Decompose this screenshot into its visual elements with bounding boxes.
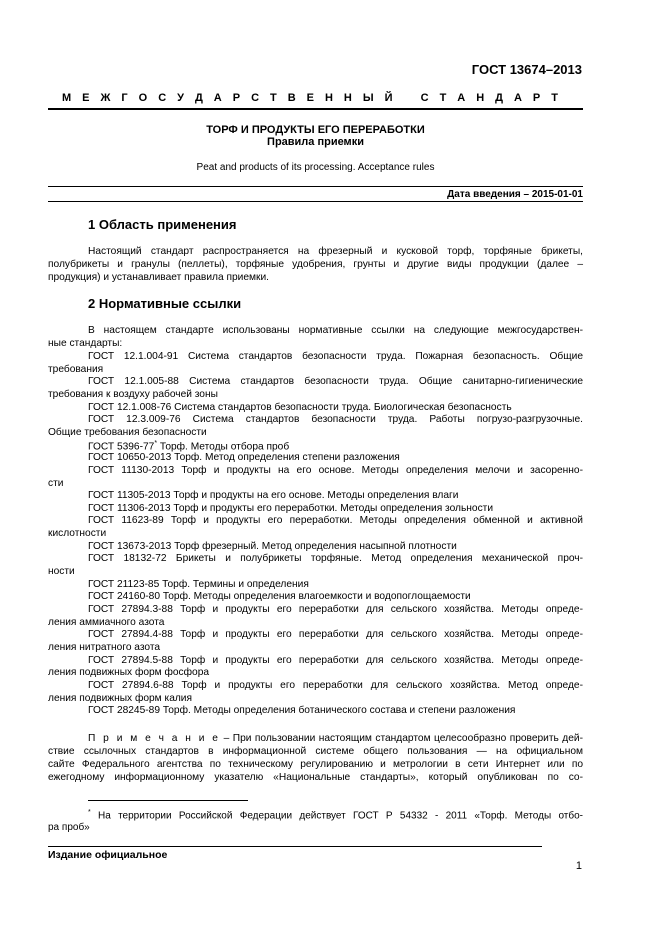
reference-item-continuation: ления подвижных форм фосфора [48,667,210,679]
footnote-mark: * [88,809,91,816]
banner-letter: О [138,92,148,104]
reference-item: ГОСТ 11130-2013 Торф и продукты на его основе. Методы определения мелочи и засоренно- [88,464,583,476]
banner-letter: Д [495,92,503,104]
reference-item: ГОСТ 11623-89 Торф и продукты его переработки. Методы определения обменной и активной [88,515,583,527]
note-first-text: – При пользовании настоящим стандартом целесообразно проверить дей- [220,733,583,744]
note-label: П р и м е ч а н и е [88,733,221,744]
banner-letter: Н [324,92,333,104]
header-rule [48,108,583,110]
footnote-rule [88,800,248,801]
note-line-3: сайте Федерального агентства по техническому регулированию и метрологии в сети Интернет или по [48,759,583,770]
reference-item-continuation: ления нитратного азота [48,641,161,653]
banner-letter: В [287,92,296,104]
banner-letter: С [251,92,260,104]
section-1-line-2: полубрикеты и гранулы (пеллеты), торфяные удобрения, грунты и другие виды продукции (далее – [48,259,583,270]
reference-item: ГОСТ 12.1.008-76 Система стандартов безопасности труда. Биологическая безопасность [88,401,512,413]
footnote-text: На территории Российской Федерации действует ГОСТ Р 54332 - 2011 «Торф. Методы отбо- [90,810,583,822]
banner-letter: А [513,92,522,104]
banner-letter: У [177,92,184,104]
note-line-1 [88,733,583,744]
banner-letter: Р [532,92,541,104]
footer-rule [48,846,542,847]
reference-item: ГОСТ 18132-72 Брикеты и полубрикеты торфяные. Метод определения механической проч- [88,553,583,565]
banner-letter: Т [439,92,447,104]
reference-item: ГОСТ 27894.4-88 Торф и продукты его переработки для сельского хозяйства. Методы опреде- [88,629,583,641]
reference-item-continuation: требования [48,363,104,375]
banner-letter: С [158,92,167,104]
reference-item: ГОСТ 28245-89 Торф. Методы определения ботанического состава и степени разложения [88,705,516,717]
banner-letter: Г [121,92,128,104]
section-2-intro-2: ные стандарты: [48,338,123,349]
banner-letter: Н [343,92,352,104]
banner-letter: Й [384,92,393,104]
reference-item: ГОСТ 11305-2013 Торф и продукты на его основе. Методы определения влаги [88,490,459,502]
reference-item-continuation: ления подвижных форм калия [48,692,193,704]
banner-letter: Н [476,92,485,104]
footnote-line-1 [88,809,583,821]
reference-code: ГОСТ 5396-77 [88,440,155,452]
note-line-4: ежегодному информационному указателю «Национальные стандарты», который опубликован по со- [48,772,583,783]
banner-letter: А [213,92,222,104]
section-2-intro-1: В настоящем стандарте использованы нормативные ссылки на следующие межгосударствен- [88,325,583,336]
section-1-heading: 1 Область применения [88,217,237,232]
reference-item-continuation: ности [48,566,75,577]
reference-item: ГОСТ 27894.6-88 Торф и продукты его переработки для сельского хозяйства. Метод опреде- [88,679,583,691]
banner-letter: С [420,92,429,104]
standard-type-banner [62,92,558,104]
page-number: 1 [575,860,582,872]
reference-text: Торф. Методы отбора проб [157,440,290,452]
reference-item-continuation: Общие требования безопасности [48,426,207,438]
banner-letter: Ы [362,92,374,104]
banner-letter: Ж [100,92,111,104]
reference-item-continuation: сти [48,477,64,489]
reference-item: ГОСТ 27894.3-88 Торф и продукты его переработки для сельского хозяйства. Методы опреде- [88,604,583,615]
reference-item: ГОСТ 12.1.005-88 Система стандартов безопасности труда. Общие санитарно-гигиенические [88,376,583,388]
banner-letter [404,92,410,104]
official-edition-label: Издание официальное [48,849,168,861]
banner-letter: Р [232,92,241,104]
reference-item: ГОСТ 10650-2013 Торф. Метод определения степени разложения [88,452,400,464]
reference-item: ГОСТ 12.3.009-76 Система стандартов безопасности труда. Работы погрузо-разгрузочные. [88,414,583,426]
effective-date: Дата введения – 2015-01-01 [447,189,583,200]
reference-item: ГОСТ 12.1.004-91 Система стандартов безопасности труда. Пожарная безопасность. Общие [88,351,583,362]
note-line-2: ствие ссылочных стандартов в информационной системе общего пользования — на официальном [48,746,583,757]
section-1-line-3: продукция) и устанавливает правила приемки. [48,272,269,283]
reference-item-continuation: ления аммиачного азота [48,616,165,628]
reference-item: ГОСТ 27894.5-88 Торф и продукты его переработки для сельского хозяйства. Методы опреде- [88,654,583,666]
banner-letter: Т [551,92,558,104]
footnote-line-2: ра проб» [48,822,90,833]
reference-item: ГОСТ 13673-2013 Торф фрезерный. Метод определения насыпной плотности [88,540,457,552]
banner-letter: Е [82,92,90,104]
document-number: ГОСТ 13674–2013 [471,62,582,77]
reference-item [88,440,583,452]
document-title: ТОРФ И ПРОДУКТЫ ЕГО ПЕРЕРАБОТКИ [206,124,425,136]
reference-item: ГОСТ 21123-85 Торф. Термины и определения [88,578,309,590]
banner-letter: Е [306,92,314,104]
reference-item: ГОСТ 24160-80 Торф. Методы определения влагоемкости и водопоглощаемости [88,591,471,603]
banner-letter: Д [194,92,203,104]
section-2-heading: 2 Нормативные ссылки [88,296,242,311]
date-rule-top [48,186,583,187]
date-rule-bottom [48,201,583,202]
banner-letter: А [457,92,466,104]
english-title: Peat and products of its processing. Acceptance rules [196,162,435,173]
footnote-reference-mark: * [154,439,158,447]
banner-letter: М [62,92,72,104]
banner-letter: Т [270,92,277,104]
reference-item-continuation: требования к воздуху рабочей зоны [48,388,218,400]
reference-item: ГОСТ 11306-2013 Торф и продукты его переработки. Методы определения зольности [88,502,494,514]
reference-item-continuation: кислотности [48,528,107,540]
section-1-line-1: Настоящий стандарт распространяется на фрезерный и кусковой торф, торфяные брикеты, [88,246,583,257]
document-subtitle: Правила приемки [267,136,364,148]
